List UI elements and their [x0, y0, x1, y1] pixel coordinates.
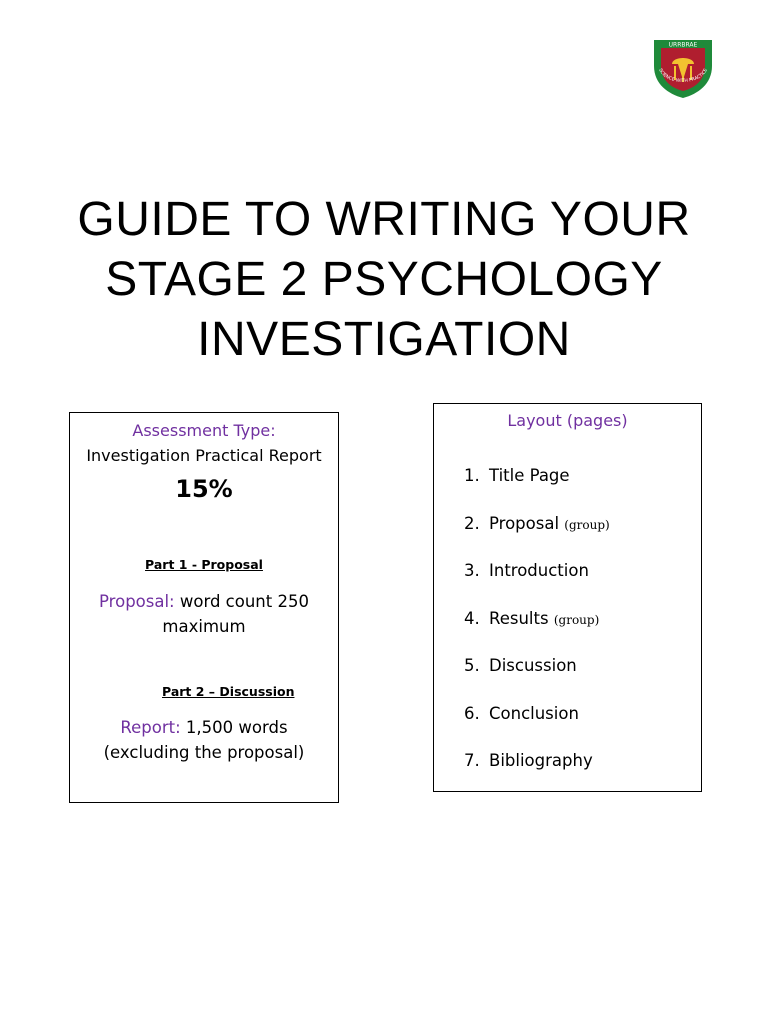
proposal-text-2: maximum [162, 617, 246, 636]
crest-top-text: URRBRAE [668, 41, 698, 49]
assessment-weight: 15% [175, 475, 233, 503]
layout-box [433, 403, 702, 792]
list-item: 6. Conclusion [464, 703, 579, 723]
list-item: 2. Proposal (group) [464, 513, 610, 533]
crest-motto: SCIENCE WITH PRACTICE [657, 68, 709, 85]
part1-heading: Part 1 - Proposal [145, 557, 263, 572]
report-text: 1,500 words [180, 718, 288, 737]
layout-title: Layout (pages) [507, 411, 628, 430]
title-line-2: STAGE 2 PSYCHOLOGY [105, 253, 663, 306]
school-crest-icon [648, 36, 718, 100]
list-item: 7. Bibliography [464, 751, 593, 770]
title-line-1: GUIDE TO WRITING YOUR [77, 193, 691, 246]
assessment-box [69, 412, 339, 803]
assessment-type-value: Investigation Practical Report [86, 446, 322, 465]
report-label: Report: [120, 718, 181, 737]
report-text-2: (excluding the proposal) [103, 743, 305, 762]
assessment-type-label: Assessment Type: [132, 421, 276, 440]
page-title [0, 190, 768, 370]
proposal-info [70, 589, 338, 639]
proposal-text: word count 250 [174, 592, 309, 611]
list-item: 4. Results (group) [464, 608, 600, 628]
list-item: 1. Title Page [464, 466, 570, 485]
list-item: 3. Introduction [464, 561, 589, 580]
title-line-3: INVESTIGATION [197, 313, 571, 366]
proposal-label: Proposal: [99, 592, 175, 611]
layout-list [464, 466, 610, 799]
part2-heading: Part 2 – Discussion [162, 684, 295, 699]
list-item: 5. Discussion [464, 656, 577, 675]
report-info [70, 715, 338, 765]
